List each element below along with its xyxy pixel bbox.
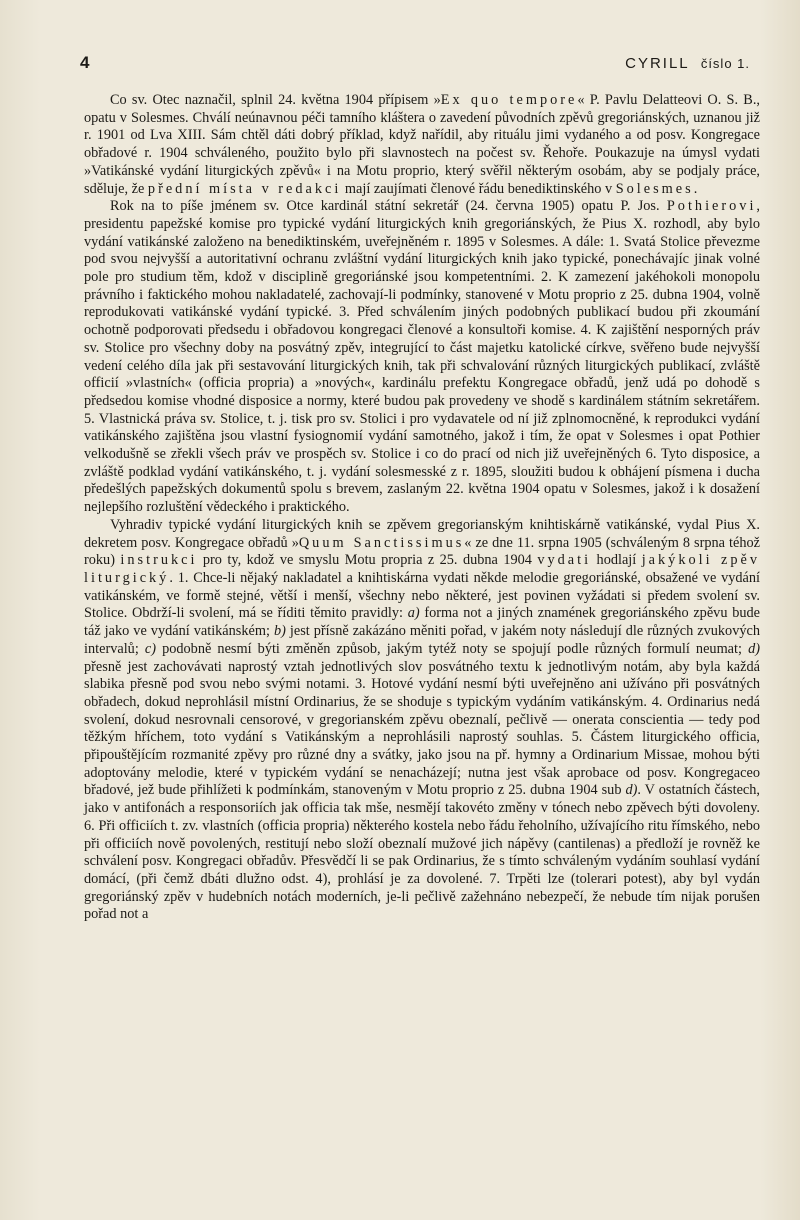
paragraph-1: Co sv. Otec naznačil, splnil 24. května 1904 přípisem »Ex quo tempore« P. Pavlu Delatteovi O. S. B., opatu v Solesmes. Chválí neúnavnou péči tamního kláštera o zavedení původních zpěvů gregoriánských, uznanou již r. 1901 od Lva XIII. Sám chtěl dáti dobrý příklad, když nařídil, aby rituálu jimi vydaného a od posv. Kongregace obřadové r. 1904 schváleného, použito bylo při slavnostech na počest sv. Řehoře. Poukazuje na úmysl vydati »Vatikánské vydání liturgických zpěvů« i na Motu proprio, který svěřil některým osobám, aby se podjaly práce, sděluje, že přední místa v redakci mají zaujímati členové řádu benediktinského v Solesmes. bbox=[84, 92, 760, 197]
list-marker: a) bbox=[407, 605, 420, 622]
spaced-phrase: Quum Sanctissimus bbox=[298, 534, 465, 551]
issue-number: číslo 1. bbox=[700, 55, 750, 71]
article-body bbox=[84, 92, 760, 924]
paragraph-2: Rok na to píše jménem sv. Otce kardinál státní sekretář (24. června 1905) opatu P. Jos. Pothierovi, presidentu papežské komise pro typické vydání liturgických knih gregoriánských, že Pius X. rozhodl, aby bylo vydání vatikánské založeno na benediktinském, uveřejněném r. 1895 v Solesmes. A dále: 1. Svatá Stolice převezme pod svou nejvyšší a autoritativní ochranu zvláštní vydání liturgických knih jako typické, ponechávajíc jinak volné pole pro studium těm, kdož v disciplině gregoriánské jsou kompetentními. 2. K zamezení jakéhokoli monopolu právního i faktického mohou nakladatelé, zachovají-li podmínky, stanovené v Motu proprio z 25. dubna 1904, volně reprodukovati vatikánské vydání typické. 3. Před schválením jiných podobných publikací budou při zkoumání ochotně podporovati předsedu i obřadovou kongregaci členové a konsultoři komise. 4. K zajištění nesporných práv sv. Stolice pro všechny doby na posvátný zpěv, integrující to část majetku katolické církve, svěřeno bude nejvyšší vedení celého díla jak při sestavování liturgických knih, tak při schvalování různých liturgických publikací, zvláště officií »vlastních« (officia propria) a »nových«, kardinálu prefektu Kongregace obřadů, jenž udá po dohodě s předsedou komise vhodné disposice a normy, které budou pak provedeny ve shodě s kardinálem státním sekretářem. 5. Vlastnická práva sv. Stolice, t. j. tisk pro sv. Stolici i pro vydavatele od ní již zplnomocněné, k reprodukci vydání vatikánského zajištěna jsou vlastní fysiognomií vydání samotného, jakož i tím, že opat v Solesmes i opat Pothier velkodušně se zřekli všech práv ve prospěch sv. Stolice i co do prací od nich již uveřejněných 6. Tyto disposice, a zvláště podklad vydání vatikánského, t. j. vydání solesmesské z r. 1895, sloužiti budou k obhájení písmena i ducha předešlých papežských dokumentů spolu s brevem, zaslaným 22. května 1904 opatu v Solesmes, jakož i k dosažení nejlepšího rozluštění vědeckého i praktického. bbox=[84, 198, 760, 516]
running-head bbox=[625, 55, 750, 72]
spaced-phrase: Ex quo tempore bbox=[440, 92, 578, 108]
page-number: 4 bbox=[80, 53, 90, 72]
paragraph-3: Vyhradiv typické vydání liturgických knih se zpěvem gregorianským knihtiskárně vatikánské, vydal Pius X. dekretem posv. Kongregace obřadů »Quum Sanctissimus« ze dne 11. srpna 1905 (schváleným 8 srpna téhož roku) instrukci pro ty, kdož ve smyslu Motu propria z 25. dubna 1904 vydati hodlají jakýkoli zpěv liturgický. 1. Chce-li nějaký nakladatel a knihtiskárna vydati někde melodie gregoriánské, obsažené ve vydání vatikánském, ve formě stejné, větší i menší, všechny nebo některé, jest povinen vyžádati si předem svolení sv. Stolice. Obdrží-li svolení, má se říditi těmito pravidly: a) forma not a jiných znamének gregoriánského zpěvu bude táž jako ve vydání vatikánském; b) jest přísně zakázáno měniti pořad, v jakém noty následují dle různých zvukových intervalů; c) podobně nesmí býti změněn způsob, jakým tytéž noty se spojují podle různých formulí neumat; d) přesně jest zachovávati naprostý vztah jednotlivých slov posvátného textu k jednotlivým notám, aby byla každá slabika přesně pod svou nebo svými notami. 3. Hotové vydání nesmí býti uveřejněno ani užíváno při posvátných obřadech, dokud neprohlásil místní Ordinarius, že se shoduje s typickým vydáním vatikánským. 4. Ordinarius nedá svolení, dokud nesrovnali censorové, v gregorianském zpěvu obeznalí, pečlivě — onerata conscientia — tedy pod těžkým hříchem, toto vydání s Vatikánským a neprohlásili naprostý souhlas. 5. Částem liturgického officia, připouštějícím rozmanité zpěvy pro různé dny a svátky, jako jsou na př. hymny a Ordinarium Missae, mohou býti adoptovány melodie, které v typickém vydání se nenacházejí; nutna jest však aprobace od posv. Kongregaceo břadové, jež bude přihlížeti k podmínkám, stanoveným v Motu proprio z 25. dubna 1904 sub d). V ostatních částech, jako v antifonách a responsoriích jak officia tak mše, nesmějí takovéto změny v tónech nebo zpěvech býti dovoleny. 6. Při officiích t. zv. vlastních (officia propria) některého kostela nebo řádu řeholního, užívajícího ritu římského, nebo při officiích nově povolených, restitují nebo složí obeznalí mužové jich nápěvy (cantilenas) a předloží je rovněž ke schválení posv. Kongregaci obřadův. Přesvědčí li se pak Ordinarius, že s tímto schváleným vydáním souhlasí vydání domácí, (při čemž dbáti dlužno odst. 4), prohlásí je za dovolené. 7. Trpěti lze (tolerari potest), aby byl vydán gregoriánský zpěv v hudebních notách moderních, je-li pečlivě zažehnáno nebezpečí, že nebude tím nijak porušen pořad not a bbox=[84, 516, 760, 923]
spaced-phrase: Pothierovi bbox=[666, 198, 757, 215]
list-marker: b) bbox=[273, 623, 286, 640]
spaced-phrase: instrukci bbox=[120, 552, 198, 569]
list-marker: d) bbox=[625, 782, 638, 799]
spaced-phrase: Solesmes bbox=[615, 180, 694, 197]
spaced-phrase: přední místa v redakci bbox=[147, 180, 342, 197]
list-marker: c) bbox=[144, 640, 156, 657]
spaced-phrase: jakýkoli zpěv liturgický bbox=[84, 552, 760, 586]
list-marker: d) bbox=[748, 640, 760, 657]
journal-title: CYRILL bbox=[625, 54, 690, 72]
spaced-phrase: vydati bbox=[537, 552, 592, 569]
page-header bbox=[80, 50, 750, 76]
